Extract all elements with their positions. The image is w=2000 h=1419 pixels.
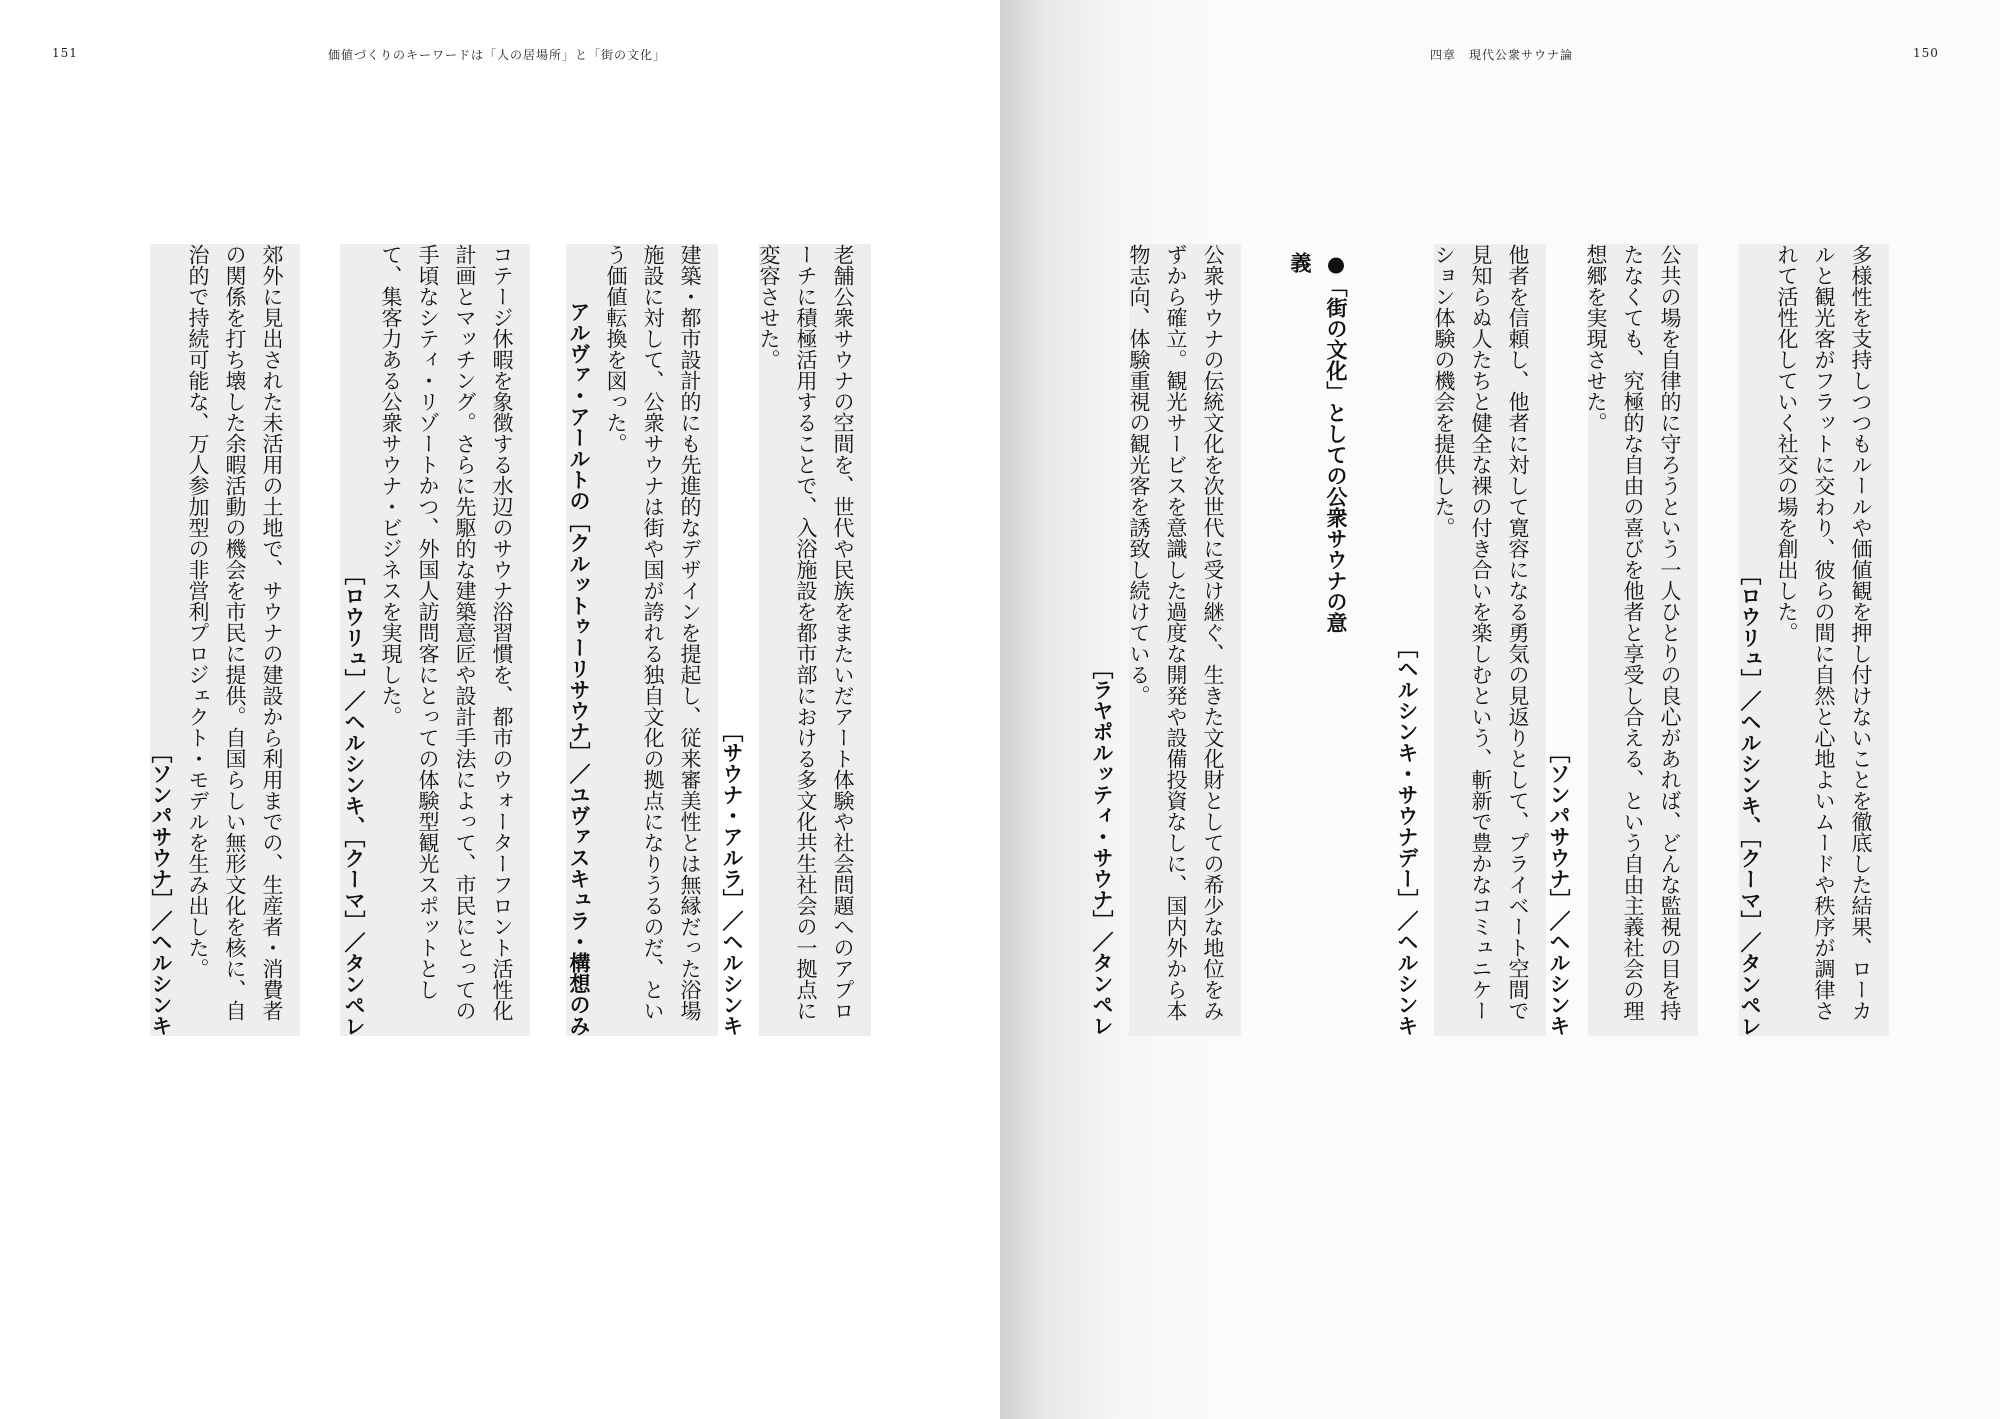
entry-block (1090, 244, 1241, 1036)
entry-block (340, 244, 530, 1036)
entry-text: 公共の場を自律的に守ろうという一人ひとりの良心があれば、どんな監視の目を持たなくても、究極的な自由の喜びを他者と享受し合える、という自由主義社会の理想郷を実現させた。 (1584, 244, 1682, 1021)
page-number-left: 151 (52, 46, 78, 60)
entry-text: 多様性を支持しつつもルールや価値観を押し付けないことを徹底した結果、ローカルと観光客がフラットに交わり、彼らの間に自然と心地よいムードや秩序が調律されて活性化していく社交の場を創出した。 (1775, 244, 1873, 1021)
section-heading: ●「街の文化」としての公衆サウナの意義 (1288, 252, 1348, 633)
entry-credit: アルヴァ・アールトの［クルットゥーリサウナ］／ユヴァスキュラ・構想のみ (567, 301, 591, 1036)
entry-text: 公衆サウナの伝統文化を次世代に受け継ぐ、生きた文化財としての希少な地位をみずから確立。観光サービスを意識した過度な開発や設備投資なしに、国内外から本物志向、体験重視の観光客を誘致し続けている。 (1127, 244, 1225, 1021)
entry-text: コテージ休暇を象徴する水辺のサウナ浴習慣を、都市のウォーターフロント活性化計画とマッチング。さらに先駆的な建築意匠や設計手法によって、市民にとっての手頃なシティ・リゾートかつ、外国人訪問客にとっての体験型観光スポットとして、集客力ある公衆サウナ・ビジネスを実現した。 (379, 244, 514, 1021)
entry-block (1395, 244, 1546, 1036)
page-number-right: 150 (1913, 46, 1939, 60)
entry-block (1739, 244, 1889, 1036)
entry-credit: ［ロウリュ］／ヘルシンキ、［クーマ］／タンペレ (1738, 563, 1762, 1036)
entry-credit: ［ラヤポルッティ・サウナ］／タンペレ (1090, 658, 1114, 1036)
entry-text: 他者を信頼し、他者に対して寛容になる勇気の見返りとして、プライベート空間で見知らぬ人たちと健全な裸の付き合いを楽しむという、斬新で豊かなコミュニケーション体験の機会を提供した。 (1432, 244, 1530, 1021)
running-title-right: 四章 現代公衆サウナ論 (1430, 48, 1574, 62)
entry-credit: ［ヘルシンキ・サウナデー］／ヘルシンキ (1395, 637, 1419, 1036)
entry-text: 老舗公衆サウナの空間を、世代や民族をまたいだアート体験や社会問題へのアプローチに積極活用することで、入浴施設を都市部における多文化共生社会の一拠点に変容させた。 (757, 244, 855, 1021)
entry-text: 郊外に見出された未活用の土地で、サウナの建設から利用までの、生産者・消費者の関係を打ち壊した余暇活動の機会を市民に提供。自国らしい無形文化を核に、自治的で持続可能な、万人参加型の非営利プロジェクト・モデルを生み出した。 (186, 244, 284, 1021)
running-title-left: 価値づくりのキーワードは「人の居場所」と「街の文化」 (328, 48, 667, 62)
entry-block (1547, 244, 1698, 1036)
entry-block (566, 244, 718, 1036)
entry-credit: ［ソンパサウナ］／ヘルシンキ (149, 742, 173, 1036)
right-page (1000, 0, 2000, 1419)
entry-credit: ［ソンパサウナ］／ヘルシンキ (1547, 742, 1571, 1036)
entry-credit: ［ロウリュ］／ヘルシンキ、［クーマ］／タンペレ (342, 563, 366, 1036)
entry-credit: ［サウナ・アルラ］／ヘルシンキ (720, 721, 744, 1036)
entry-block (720, 244, 871, 1036)
entry-block (150, 244, 300, 1036)
entry-text: 建築・都市設計的にも先進的なデザインを提起し、従来審美性とは無縁だった浴場施設に対して、公衆サウナは街や国が誇れる独自文化の拠点になりうるのだ、という価値転換を図った。 (604, 244, 702, 1021)
